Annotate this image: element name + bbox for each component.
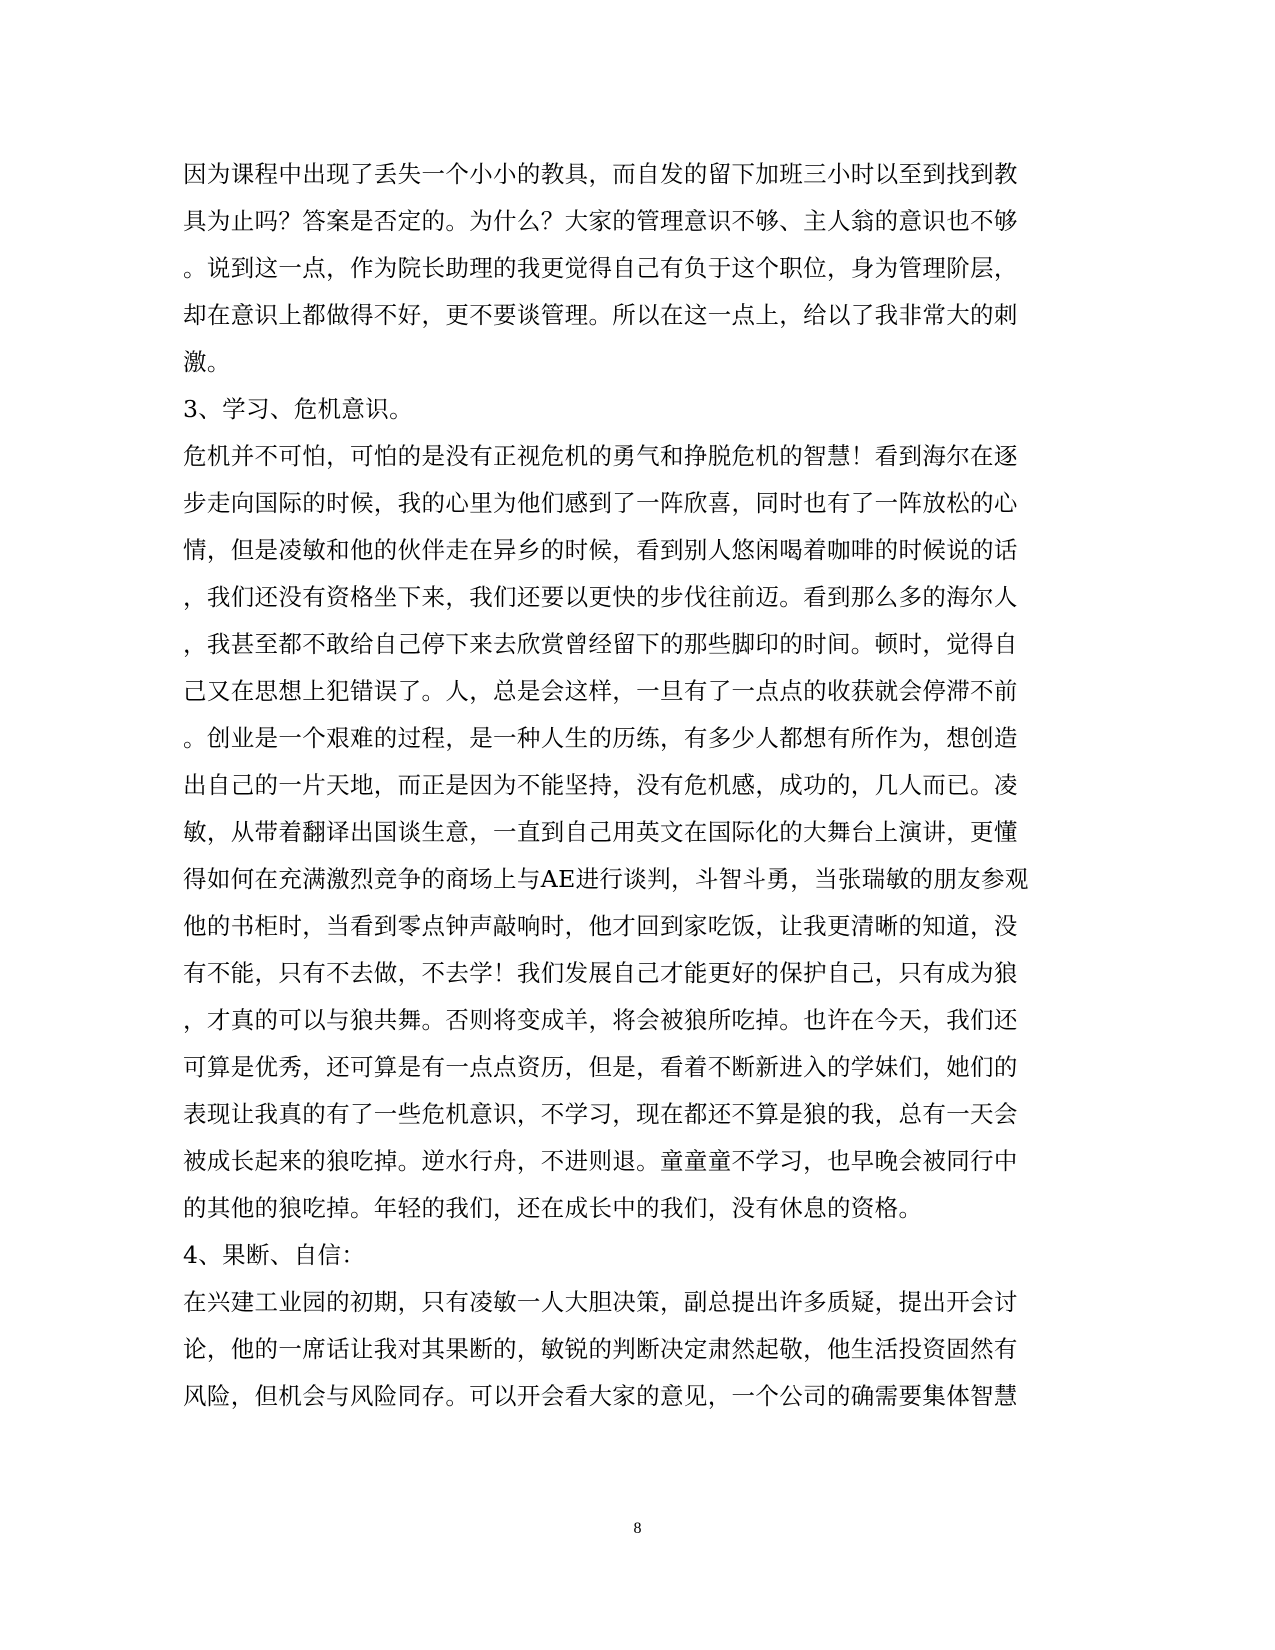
section-heading: 4、果断、自信： [183, 1241, 366, 1269]
text-line: 被成长起来的狼吃掉。逆水行舟，不进则退。童童童不学习，也早晚会被同行中 [183, 1147, 1018, 1175]
text-line: 风险，但机会与风险同存。可以开会看大家的意见，一个公司的确需要集体智慧 [183, 1382, 1018, 1410]
body-text [183, 151, 1083, 1420]
text-line: 他的书柜时，当看到零点钟声敲响时，他才回到家吃饭，让我更清晰的知道，没 [183, 912, 1018, 940]
text-line: 因为课程中出现了丢失一个小小的教具，而自发的留下加班三小时以至到找到教 [183, 160, 1018, 188]
section-heading: 3、学习、危机意识。 [183, 395, 413, 423]
text-line: 的其他的狼吃掉。年轻的我们，还在成长中的我们，没有休息的资格。 [183, 1194, 923, 1222]
text-line: 己又在思想上犯错误了。人，总是会这样，一旦有了一点点的收获就会停滞不前 [183, 677, 1018, 705]
text-line: 论，他的一席话让我对其果断的，敏锐的判断决定肃然起敬，他生活投资固然有 [183, 1335, 1018, 1363]
page-number: 8 [633, 1520, 642, 1537]
text-line: 敏，从带着翻译出国谈生意，一直到自己用英文在国际化的大舞台上演讲，更懂 [183, 818, 1018, 846]
text-line: 。创业是一个艰难的过程，是一种人生的历练，有多少人都想有所作为，想创造 [183, 724, 1018, 752]
text-line: 激。 [183, 348, 231, 376]
text-line: 得如何在充满激烈竞争的商场上与AE进行谈判，斗智斗勇，当张瑞敏的朋友参观 [183, 865, 1029, 893]
text-line: 步走向国际的时候，我的心里为他们感到了一阵欣喜，同时也有了一阵放松的心 [183, 489, 1018, 517]
text-line: ，我们还没有资格坐下来，我们还要以更快的步伐往前迈。看到那么多的海尔人 [183, 583, 1018, 611]
text-line: 在兴建工业园的初期，只有凌敏一人大胆决策，副总提出许多质疑，提出开会讨 [183, 1288, 1018, 1316]
text-line: 具为止吗？答案是否定的。为什么？大家的管理意识不够、主人翁的意识也不够 [183, 207, 1018, 235]
text-line: 。说到这一点，作为院长助理的我更觉得自己有负于这个职位，身为管理阶层， [183, 254, 1018, 282]
text-line: ，才真的可以与狼共舞。否则将变成羊，将会被狼所吃掉。也许在今天，我们还 [183, 1006, 1018, 1034]
text-line: 危机并不可怕，可怕的是没有正视危机的勇气和挣脱危机的智慧！看到海尔在逐 [183, 442, 1018, 470]
text-line: 有不能，只有不去做，不去学！我们发展自己才能更好的保护自己，只有成为狼 [183, 959, 1018, 987]
text-line: 表现让我真的有了一些危机意识，不学习，现在都还不算是狼的我，总有一天会 [183, 1100, 1018, 1128]
text-line: ，我甚至都不敢给自己停下来去欣赏曾经留下的那些脚印的时间。顿时，觉得自 [183, 630, 1018, 658]
text-line: 却在意识上都做得不好，更不要谈管理。所以在这一点上，给以了我非常大的刺 [183, 301, 1018, 329]
text-line: 情，但是凌敏和他的伙伴走在异乡的时候，看到别人悠闲喝着咖啡的时候说的话 [183, 536, 1018, 564]
text-line: 可算是优秀，还可算是有一点点资历，但是，看着不断新进入的学妹们，她们的 [183, 1053, 1018, 1081]
text-line: 出自己的一片天地，而正是因为不能坚持，没有危机感，成功的，几人而已。凌 [183, 771, 1018, 799]
